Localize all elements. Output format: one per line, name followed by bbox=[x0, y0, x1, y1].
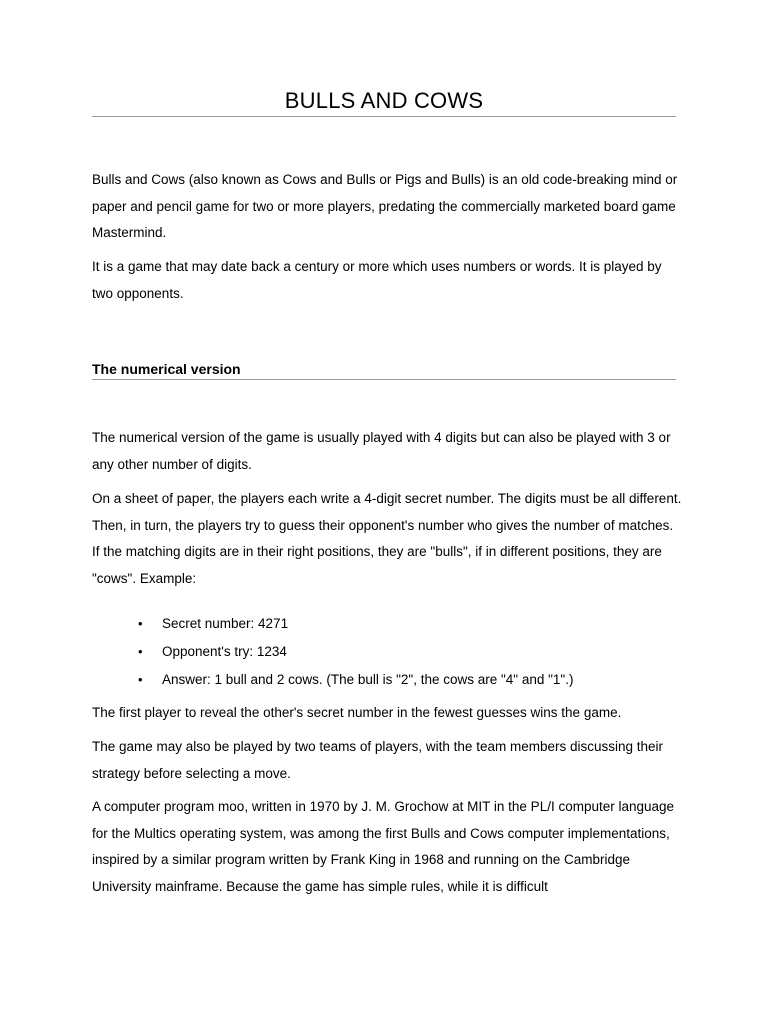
bullet-icon: • bbox=[138, 672, 143, 687]
section-paragraph-2: On a sheet of paper, the players each write a 4-digit secret number. The digits must be all different. Then, in turn, the players try to guess their opponent's number who gives the number of matches. If the matching digits are in their right positions, they are "bulls", if in different positions, they are "cows". Example: bbox=[92, 491, 682, 586]
intro-paragraph-1: Bulls and Cows (also known as Cows and Bulls or Pigs and Bulls) is an old code-breaking mind or paper and pencil game for two or more players, predating the commercially marketed board game Mastermind. bbox=[92, 172, 678, 240]
closing-paragraph-3: A computer program moo, written in 1970 by J. M. Grochow at MIT in the PL/I computer language for the Multics operating system, was among the first Bulls and Cows computer implementations, inspired by a similar program written by Frank King in 1968 and running on the Cambridge University mainframe. Because the game has simple rules, while it is difficult bbox=[92, 799, 675, 894]
intro-paragraph-2: It is a game that may date back a century or more which uses numbers or words. It is played by two opponents. bbox=[92, 259, 662, 301]
list-item bbox=[92, 666, 682, 694]
list-item bbox=[92, 638, 682, 666]
list-item bbox=[92, 610, 682, 638]
closing-paragraph-1: The first player to reveal the other's secret number in the fewest guesses wins the game. bbox=[92, 705, 622, 720]
section-heading: The numerical version bbox=[92, 361, 241, 377]
bullet-icon: • bbox=[138, 616, 143, 631]
title-divider bbox=[92, 116, 676, 117]
list-item-text: Opponent's try: 1234 bbox=[162, 644, 287, 659]
list-item-text: Answer: 1 bull and 2 cows. (The bull is "2", the cows are "4" and "1".) bbox=[162, 672, 574, 687]
section-paragraph-1: The numerical version of the game is usually played with 4 digits but can also be played with 3 or any other number of digits. bbox=[92, 430, 671, 472]
section-divider bbox=[92, 379, 676, 380]
example-list bbox=[92, 610, 682, 694]
list-item-text: Secret number: 4271 bbox=[162, 616, 289, 631]
bullet-icon: • bbox=[138, 644, 143, 659]
closing-paragraph-2: The game may also be played by two teams of players, with the team members discussing their strategy before selecting a move. bbox=[92, 739, 664, 781]
document-title: BULLS AND COWS bbox=[284, 88, 484, 113]
